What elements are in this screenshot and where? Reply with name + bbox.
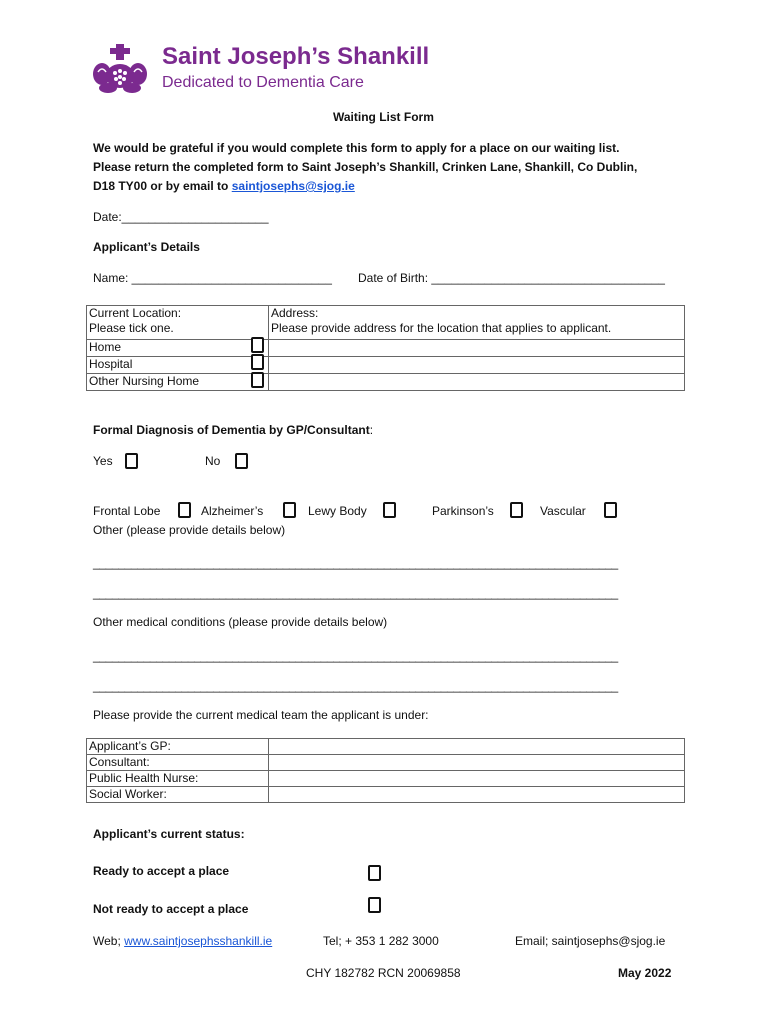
other-diagnosis-line-1[interactable]: ___________________________________________________________________________________ [93,556,618,570]
other-conditions-line-2[interactable]: ___________________________________________________________________________________ [93,679,618,693]
team-gp-input[interactable] [269,739,685,755]
type-vascular-label: Vascular [540,504,586,518]
date-field[interactable]: Date:______________________ [93,210,269,224]
intro-email-link[interactable]: saintjosephs@sjog.ie [231,179,355,193]
medical-team-label: Please provide the current medical team the applicant is under: [93,708,429,722]
intro-line-3 [93,178,355,194]
diagnosis-yes-label: Yes [93,454,113,468]
other-conditions-line-1[interactable]: ___________________________________________________________________________________ [93,649,618,663]
footer-web [93,933,272,949]
other-conditions-label: Other medical conditions (please provide details below) [93,615,388,629]
location-header-line2: Please tick one. [89,321,174,335]
status-heading: Applicant’s current status: [93,827,245,841]
address-header-line1: Address: [271,306,319,320]
other-diagnosis-line-2[interactable]: ___________________________________________________________________________________ [93,586,618,600]
status-not-ready-checkbox[interactable] [368,897,381,913]
location-option-hospital: Hospital [87,357,269,374]
status-not-ready-label: Not ready to accept a place [93,902,249,916]
address-home-input[interactable] [269,340,685,357]
team-consultant-input[interactable] [269,755,685,771]
diagnosis-heading [93,422,373,438]
location-header-line1: Current Location: [89,306,182,320]
form-title: Waiting List Form [333,110,434,124]
status-ready-checkbox[interactable] [368,865,381,881]
team-social-worker-label: Social Worker: [87,787,269,803]
type-vascular-checkbox[interactable] [604,502,617,518]
footer-tel: Tel; + 353 1 282 3000 [323,934,439,948]
address-header-cell [269,306,685,340]
org-name: Saint Joseph’s Shankill [162,43,430,70]
diagnosis-heading-colon: : [369,423,374,437]
dob-field[interactable]: Date of Birth: ___________________________________ [358,271,665,285]
team-social-worker-input[interactable] [269,787,685,803]
footer-web-label: Web; [93,934,125,948]
intro-line-1: We would be grateful if you would complete this form to apply for a place on our waiting list. [93,141,620,155]
type-lewy-body-checkbox[interactable] [383,502,396,518]
intro-line-2: Please return the completed form to Saint Joseph’s Shankill, Crinken Lane, Shankill, Co Dublin, [93,160,638,174]
applicant-details-heading: Applicant’s Details [93,240,200,254]
home-checkbox[interactable] [251,337,264,353]
intro-line-3-prefix: D18 TY00 or by email to [93,179,232,193]
logo-flower-icon [92,42,148,94]
type-alzheimers-checkbox[interactable] [283,502,296,518]
footer-email: Email; saintjosephs@sjog.ie [515,934,666,948]
diagnosis-yes-checkbox[interactable] [125,453,138,469]
location-header-cell [87,306,269,340]
org-tagline: Dedicated to Dementia Care [162,74,364,91]
type-frontal-lobe-checkbox[interactable] [178,502,191,518]
team-nurse-label: Public Health Nurse: [87,771,269,787]
team-consultant-label: Consultant: [87,755,269,771]
footer-registration: CHY 182782 RCN 20069858 [306,966,461,980]
type-parkinsons-checkbox[interactable] [510,502,523,518]
type-alzheimers-label: Alzheimer’s [201,504,264,518]
diagnosis-no-checkbox[interactable] [235,453,248,469]
address-hospital-input[interactable] [269,357,685,374]
type-frontal-lobe-label: Frontal Lobe [93,504,161,518]
other-diagnosis-label: Other (please provide details below) [93,523,286,537]
type-parkinsons-label: Parkinson’s [432,504,494,518]
name-field[interactable]: Name: ______________________________ [93,271,332,285]
type-lewy-body-label: Lewy Body [308,504,367,518]
location-option-nursing-home: Other Nursing Home [87,374,269,391]
diagnosis-no-label: No [205,454,221,468]
nursing-home-checkbox[interactable] [251,372,264,388]
address-header-line2: Please provide address for the location that applies to applicant. [271,321,612,335]
address-nursing-home-input[interactable] [269,374,685,391]
team-nurse-input[interactable] [269,771,685,787]
location-table [86,305,685,391]
status-ready-label: Ready to accept a place [93,864,230,878]
medical-team-table [86,738,685,803]
footer-date: May 2022 [618,966,672,980]
team-gp-label: Applicant’s GP: [87,739,269,755]
diagnosis-heading-text: Formal Diagnosis of Dementia by GP/Consultant [93,423,370,437]
location-option-home: Home [87,340,269,357]
hospital-checkbox[interactable] [251,354,264,370]
footer-web-link[interactable]: www.saintjosephsshankill.ie [124,934,273,948]
